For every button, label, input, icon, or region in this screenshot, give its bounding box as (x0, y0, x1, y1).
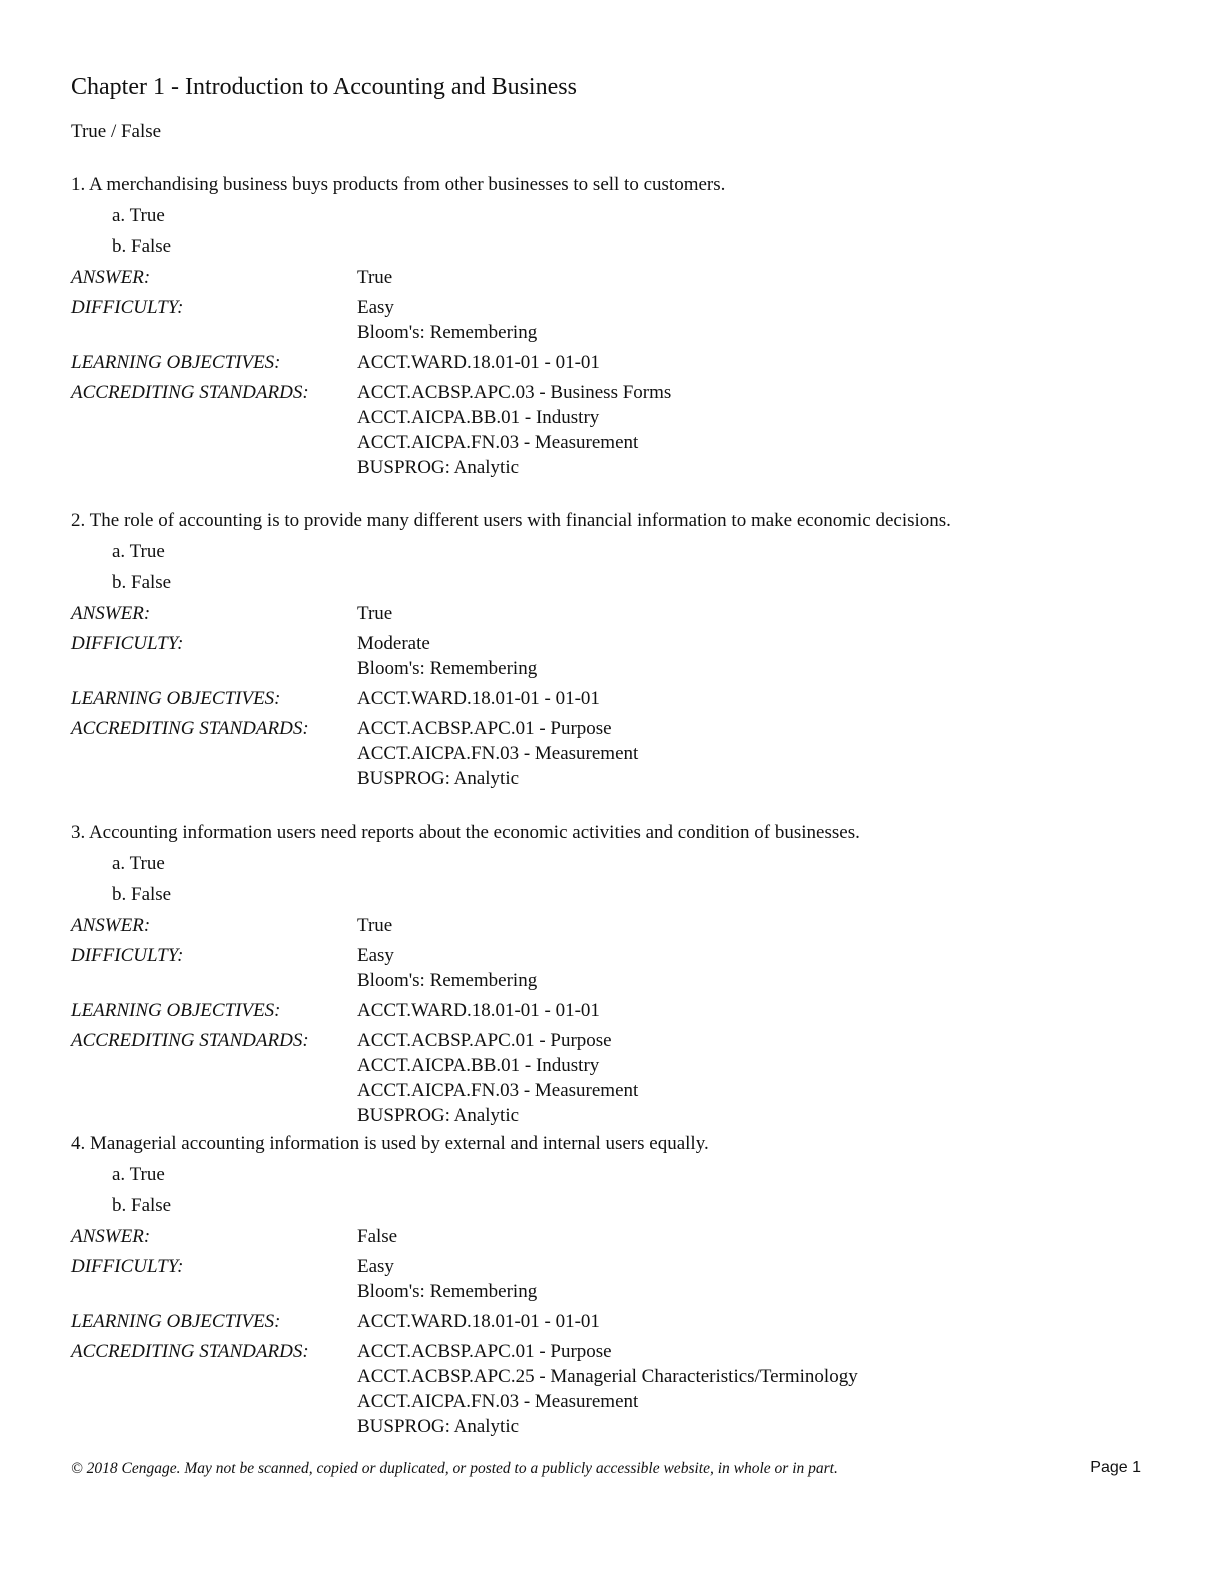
difficulty-value: Easy (357, 297, 394, 318)
accrediting-standard-value: ACCT.ACBSP.APC.03 - Business Forms (357, 382, 672, 403)
accrediting-standard-value: BUSPROG: Analytic (357, 457, 520, 478)
answer-value: True (357, 603, 393, 624)
answer-value: False (357, 1226, 398, 1247)
answer-label: ANSWER: (71, 603, 151, 624)
learning-objective-value: ACCT.WARD.18.01-01 - 01-01 (357, 352, 600, 373)
answer-label: ANSWER: (71, 1226, 151, 1247)
option-true: a. True (112, 1164, 165, 1185)
learning-objectives-label: LEARNING OBJECTIVES: (71, 1000, 281, 1021)
question-1 (71, 172, 1171, 480)
accrediting-standard-value: BUSPROG: Analytic (357, 1416, 520, 1437)
question-3 (71, 820, 1171, 1128)
accrediting-standard-value: BUSPROG: Analytic (357, 1105, 520, 1126)
question-text: 1. A merchandising business buys products from other businesses to sell to customers. (71, 174, 726, 195)
difficulty-value: Bloom's: Remembering (357, 658, 538, 679)
copyright-notice: © 2018 Cengage. May not be scanned, copied or duplicated, or posted to a publicly accessible website, in whole or in part. (71, 1460, 838, 1477)
learning-objective-value: ACCT.WARD.18.01-01 - 01-01 (357, 1000, 600, 1021)
learning-objectives-row (71, 350, 1171, 375)
option-true: a. True (112, 853, 165, 874)
option-true: a. True (112, 541, 165, 562)
accrediting-standard-value: ACCT.ACBSP.APC.01 - Purpose (357, 718, 612, 739)
difficulty-value: Bloom's: Remembering (357, 970, 538, 991)
answer-value: True (357, 267, 393, 288)
accrediting-standard-value: ACCT.AICPA.FN.03 - Measurement (357, 432, 639, 453)
difficulty-value: Easy (357, 945, 394, 966)
accrediting-standards-label: ACCREDITING STANDARDS: (71, 718, 309, 739)
accrediting-standard-value: ACCT.AICPA.FN.03 - Measurement (357, 1080, 639, 1101)
answer-row (71, 601, 1171, 626)
accrediting-standard-value: ACCT.AICPA.BB.01 - Industry (357, 1055, 600, 1076)
accrediting-standards-label: ACCREDITING STANDARDS: (71, 1341, 309, 1362)
answer-row (71, 1224, 1171, 1249)
difficulty-label: DIFFICULTY: (71, 1256, 184, 1277)
question-4 (71, 1131, 1171, 1439)
question-text: 4. Managerial accounting information is used by external and internal users equally. (71, 1133, 709, 1154)
option-false: b. False (112, 572, 172, 593)
difficulty-row (71, 295, 1171, 345)
accrediting-standard-value: ACCT.AICPA.FN.03 - Measurement (357, 1391, 639, 1412)
accrediting-standard-value: ACCT.ACBSP.APC.01 - Purpose (357, 1341, 612, 1362)
accrediting-standards-row (71, 1339, 1171, 1439)
learning-objectives-label: LEARNING OBJECTIVES: (71, 688, 281, 709)
option-false: b. False (112, 1195, 172, 1216)
learning-objectives-row (71, 998, 1171, 1023)
answer-row (71, 913, 1171, 938)
accrediting-standard-value: ACCT.AICPA.BB.01 - Industry (357, 407, 600, 428)
question-text: 3. Accounting information users need reports about the economic activities and condition of businesses. (71, 822, 860, 843)
page-title: Chapter 1 - Introduction to Accounting and Business (71, 74, 577, 100)
difficulty-value: Moderate (357, 633, 430, 654)
difficulty-value: Bloom's: Remembering (357, 322, 538, 343)
answer-label: ANSWER: (71, 915, 151, 936)
learning-objective-value: ACCT.WARD.18.01-01 - 01-01 (357, 1311, 600, 1332)
difficulty-value: Easy (357, 1256, 394, 1277)
difficulty-row (71, 943, 1171, 993)
question-text: 2. The role of accounting is to provide many different users with financial information to make economic decisions. (71, 510, 951, 531)
page-number: Page 1 (1090, 1459, 1141, 1476)
answer-label: ANSWER: (71, 267, 151, 288)
learning-objectives-label: LEARNING OBJECTIVES: (71, 1311, 281, 1332)
option-true: a. True (112, 205, 165, 226)
option-false: b. False (112, 236, 172, 257)
learning-objectives-row (71, 686, 1171, 711)
question-2 (71, 508, 1171, 791)
accrediting-standards-label: ACCREDITING STANDARDS: (71, 1030, 309, 1051)
learning-objectives-row (71, 1309, 1171, 1334)
difficulty-label: DIFFICULTY: (71, 945, 184, 966)
accrediting-standard-value: BUSPROG: Analytic (357, 768, 520, 789)
difficulty-value: Bloom's: Remembering (357, 1281, 538, 1302)
accrediting-standard-value: ACCT.ACBSP.APC.25 - Managerial Characteristics/Terminology (357, 1366, 858, 1387)
section-title: True / False (71, 121, 162, 142)
difficulty-row (71, 631, 1171, 681)
accrediting-standard-value: ACCT.ACBSP.APC.01 - Purpose (357, 1030, 612, 1051)
difficulty-row (71, 1254, 1171, 1304)
difficulty-label: DIFFICULTY: (71, 297, 184, 318)
accrediting-standards-row (71, 716, 1171, 791)
accrediting-standards-row (71, 1028, 1171, 1128)
answer-value: True (357, 915, 393, 936)
answer-row (71, 265, 1171, 290)
accrediting-standards-row (71, 380, 1171, 480)
accrediting-standards-label: ACCREDITING STANDARDS: (71, 382, 309, 403)
difficulty-label: DIFFICULTY: (71, 633, 184, 654)
accrediting-standard-value: ACCT.AICPA.FN.03 - Measurement (357, 743, 639, 764)
option-false: b. False (112, 884, 172, 905)
learning-objective-value: ACCT.WARD.18.01-01 - 01-01 (357, 688, 600, 709)
learning-objectives-label: LEARNING OBJECTIVES: (71, 352, 281, 373)
